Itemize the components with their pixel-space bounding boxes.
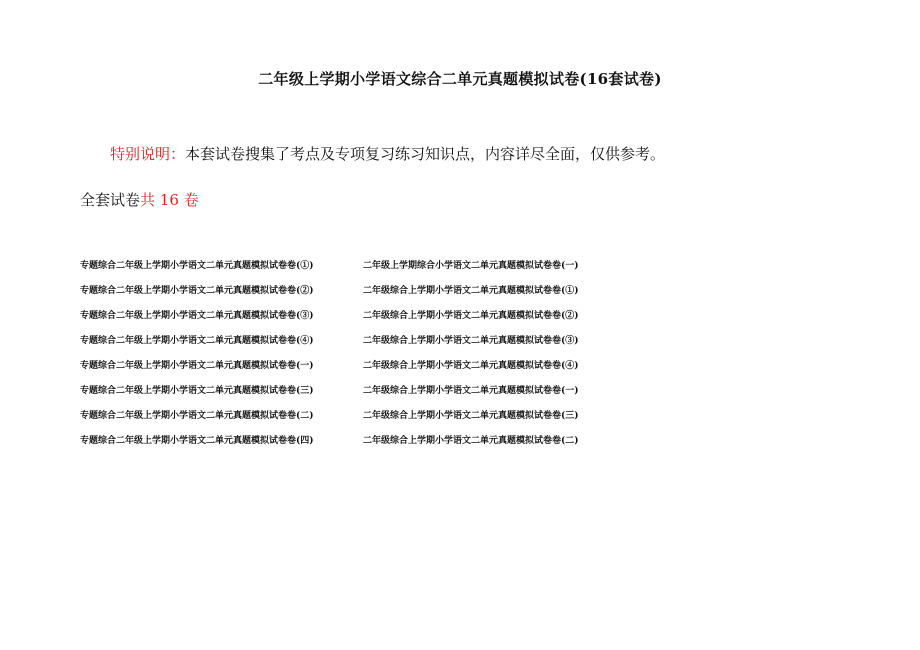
special-note-label: 特别说明： <box>110 145 186 163</box>
paper-list-item[interactable]: 专题综合二年级上学期小学语文二单元真题模拟试卷卷(③) <box>80 311 314 321</box>
paper-list-item[interactable]: 二年级上学期综合小学语文二单元真题模拟试卷卷(一) <box>363 261 579 271</box>
paper-list-item[interactable]: 二年级综合上学期小学语文二单元真题模拟试卷卷(二) <box>363 436 579 446</box>
special-note-text: 本套试卷搜集了考点及专项复习练习知识点，内容详尽全面，仅供参考。 <box>185 145 666 163</box>
paper-list-right <box>363 259 579 459</box>
paper-list-item[interactable]: 二年级综合上学期小学语文二单元真题模拟试卷卷(①) <box>363 286 579 296</box>
paper-list-item[interactable]: 专题综合二年级上学期小学语文二单元真题模拟试卷卷(三) <box>80 386 314 396</box>
paper-list-item[interactable]: 二年级综合上学期小学语文二单元真题模拟试卷卷(④) <box>363 361 579 371</box>
page-title: 二年级上学期小学语文综合二单元真题模拟试卷(16套试卷) <box>258 70 662 88</box>
paper-list-item[interactable]: 专题综合二年级上学期小学语文二单元真题模拟试卷卷(四) <box>80 436 314 446</box>
paper-list-item[interactable]: 二年级综合上学期小学语文二单元真题模拟试卷卷(③) <box>363 336 579 346</box>
total-count-prefix: 全套试卷 <box>80 191 141 209</box>
paper-list-item[interactable]: 专题综合二年级上学期小学语文二单元真题模拟试卷卷(二) <box>80 411 314 421</box>
paper-list-item[interactable]: 二年级综合上学期小学语文二单元真题模拟试卷卷(一) <box>363 386 579 396</box>
paper-list-item[interactable]: 专题综合二年级上学期小学语文二单元真题模拟试卷卷(②) <box>80 286 314 296</box>
paper-list-item[interactable]: 二年级综合上学期小学语文二单元真题模拟试卷卷(②) <box>363 311 579 321</box>
paper-list-item[interactable]: 专题综合二年级上学期小学语文二单元真题模拟试卷卷(①) <box>80 261 314 271</box>
total-count-value: 共 16 卷 <box>140 191 199 209</box>
total-count-line <box>80 189 199 210</box>
paper-list-item[interactable]: 二年级综合上学期小学语文二单元真题模拟试卷卷(三) <box>363 411 579 421</box>
special-note <box>110 143 665 164</box>
paper-list-item[interactable]: 专题综合二年级上学期小学语文二单元真题模拟试卷卷(④) <box>80 336 314 346</box>
paper-list-left <box>80 259 314 459</box>
paper-list-item[interactable]: 专题综合二年级上学期小学语文二单元真题模拟试卷卷(一) <box>80 361 314 371</box>
